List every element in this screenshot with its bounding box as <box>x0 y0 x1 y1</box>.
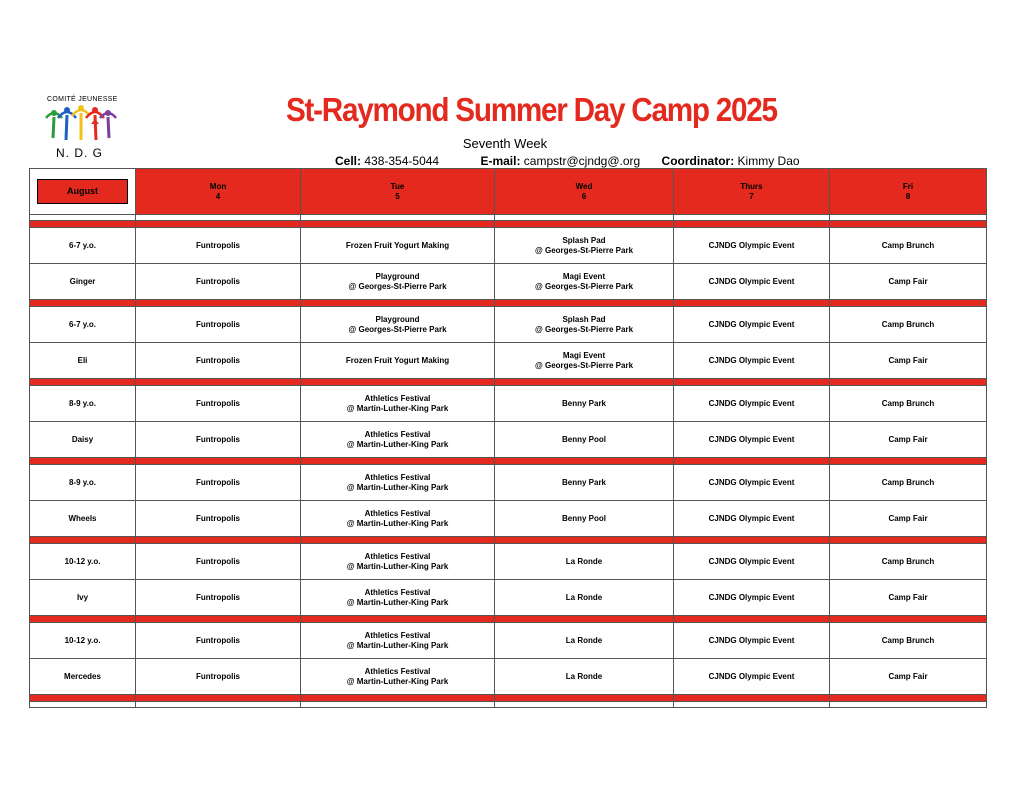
activity-line: Camp Brunch <box>881 398 935 408</box>
activity-line: CJNDG Olympic Event <box>708 513 795 523</box>
page-title: St-Raymond Summer Day Camp 2025 <box>286 91 777 128</box>
activity-line: Magi Event <box>562 350 606 360</box>
activity-line: @ Martin-Luther-King Park <box>346 676 449 686</box>
activity-line: @ Martin-Luther-King Park <box>346 640 449 650</box>
age-group-label: 10-12 y.o. <box>30 623 136 659</box>
activity-line: CJNDG Olympic Event <box>708 477 795 487</box>
activity-line: CJNDG Olympic Event <box>708 671 795 681</box>
activity-line: Funtropolis <box>196 240 240 250</box>
activity-line: CJNDG Olympic Event <box>708 398 795 408</box>
activity-line: @ Georges-St-Pierre Park <box>534 245 634 255</box>
activity-cell <box>301 386 495 422</box>
age-group-label: 6-7 y.o. <box>30 307 136 343</box>
group-divider <box>30 379 987 386</box>
activity-cell <box>136 465 301 501</box>
activity-cell <box>830 422 987 458</box>
activity-line: Athletics Festival <box>364 630 431 640</box>
counselor-name: Mercedes <box>30 659 136 695</box>
counselor-name: Wheels <box>30 501 136 537</box>
activity-cell <box>830 659 987 695</box>
header-row <box>30 169 987 215</box>
activity-line: Camp Brunch <box>881 635 935 645</box>
activity-line: Funtropolis <box>196 434 240 444</box>
activity-line: CJNDG Olympic Event <box>708 276 795 286</box>
activity-line: CJNDG Olympic Event <box>708 355 795 365</box>
activity-cell <box>136 307 301 343</box>
activity-line: Athletics Festival <box>364 666 431 676</box>
activity-cell <box>301 307 495 343</box>
activity-line: Athletics Festival <box>364 551 431 561</box>
activity-line: @ Martin-Luther-King Park <box>346 403 449 413</box>
activity-cell <box>674 422 830 458</box>
activity-cell <box>495 659 674 695</box>
table-row <box>30 580 987 616</box>
activity-cell <box>136 544 301 580</box>
activity-cell <box>301 580 495 616</box>
activity-cell <box>301 623 495 659</box>
activity-line: Athletics Festival <box>364 472 431 482</box>
day-date: 5 <box>395 191 400 201</box>
activity-line: La Ronde <box>565 556 603 566</box>
activity-cell <box>136 386 301 422</box>
activity-line: Camp Fair <box>888 276 928 286</box>
activity-cell <box>495 544 674 580</box>
activity-line: Funtropolis <box>196 398 240 408</box>
activity-line: @ Martin-Luther-King Park <box>346 439 449 449</box>
activity-cell <box>830 465 987 501</box>
day-name: Fri <box>902 181 914 191</box>
activity-cell <box>495 501 674 537</box>
activity-cell <box>830 343 987 379</box>
activity-line: CJNDG Olympic Event <box>708 556 795 566</box>
activity-cell <box>830 544 987 580</box>
activity-cell <box>136 623 301 659</box>
activity-cell <box>674 264 830 300</box>
activity-line: @ Georges-St-Pierre Park <box>534 360 634 370</box>
activity-cell <box>674 386 830 422</box>
table-row <box>30 659 987 695</box>
day-date: 6 <box>581 191 587 201</box>
group-divider <box>30 537 987 544</box>
activity-cell <box>830 580 987 616</box>
activity-line: Benny Park <box>561 398 607 408</box>
day-name: Mon <box>209 181 227 191</box>
table-row <box>30 422 987 458</box>
day-name: Tue <box>390 181 405 191</box>
activity-cell <box>830 501 987 537</box>
activity-cell <box>674 659 830 695</box>
activity-line: Camp Brunch <box>881 319 935 329</box>
activity-cell <box>830 264 987 300</box>
activity-line: @ Georges-St-Pierre Park <box>534 324 634 334</box>
table-row <box>30 228 987 264</box>
activity-line: La Ronde <box>565 592 603 602</box>
activity-line: Benny Pool <box>561 434 606 444</box>
day-header-mon <box>136 169 301 215</box>
activity-line: CJNDG Olympic Event <box>708 434 795 444</box>
table-row <box>30 386 987 422</box>
cell-value: 438-354-5044 <box>364 154 440 168</box>
activity-cell <box>301 228 495 264</box>
activity-line: Funtropolis <box>196 276 240 286</box>
activity-cell <box>301 465 495 501</box>
activity-line: Camp Brunch <box>881 477 935 487</box>
day-date: 4 <box>215 191 221 201</box>
day-header-fri <box>830 169 987 215</box>
table-row <box>30 307 987 343</box>
counselor-name: Daisy <box>30 422 136 458</box>
activity-line: @ Martin-Luther-King Park <box>346 597 449 607</box>
activity-line: Camp Fair <box>888 434 928 444</box>
activity-cell <box>674 501 830 537</box>
activity-line: @ Georges-St-Pierre Park <box>348 324 447 334</box>
age-group-label: 10-12 y.o. <box>30 544 136 580</box>
activity-line: Frozen Fruit Yogurt Making <box>345 355 450 365</box>
activity-line: Athletics Festival <box>364 429 431 439</box>
activity-cell <box>495 623 674 659</box>
activity-cell <box>674 623 830 659</box>
week-subtitle: Seventh Week <box>462 136 548 151</box>
day-date: 7 <box>749 191 754 201</box>
activity-line: Splash Pad <box>562 235 606 245</box>
logo-top-text: COMITÉ JEUNESSE <box>47 96 118 103</box>
activity-line: Playground <box>375 314 420 324</box>
age-group-label: 6-7 y.o. <box>30 228 136 264</box>
activity-line: Funtropolis <box>196 556 240 566</box>
activity-line: Athletics Festival <box>364 393 431 403</box>
activity-line: Camp Fair <box>888 513 928 523</box>
activity-line: Funtropolis <box>196 671 240 681</box>
activity-line: Funtropolis <box>196 319 240 329</box>
activity-cell <box>495 264 674 300</box>
counselor-name: Ginger <box>30 264 136 300</box>
activity-cell <box>301 659 495 695</box>
activity-cell <box>830 228 987 264</box>
activity-cell <box>674 307 830 343</box>
activity-line: Funtropolis <box>196 592 240 602</box>
day-header-tue <box>301 169 495 215</box>
activity-cell <box>136 422 301 458</box>
day-name: Thurs <box>740 181 763 191</box>
activity-line: Camp Brunch <box>881 240 935 250</box>
activity-line: @ Martin-Luther-King Park <box>346 482 449 492</box>
activity-cell <box>136 343 301 379</box>
schedule-table <box>29 168 987 708</box>
activity-cell <box>301 501 495 537</box>
age-group-label: 8-9 y.o. <box>30 465 136 501</box>
activity-line: @ Georges-St-Pierre Park <box>534 281 634 291</box>
activity-line: CJNDG Olympic Event <box>708 635 795 645</box>
activity-cell <box>301 343 495 379</box>
activity-cell <box>674 228 830 264</box>
day-header-thurs <box>674 169 830 215</box>
activity-line: Camp Fair <box>888 592 928 602</box>
activity-cell <box>674 580 830 616</box>
activity-line: Benny Park <box>561 477 607 487</box>
activity-cell <box>830 386 987 422</box>
activity-cell <box>136 228 301 264</box>
activity-cell <box>674 544 830 580</box>
activity-cell <box>301 544 495 580</box>
activity-cell <box>301 422 495 458</box>
activity-line: Camp Brunch <box>881 556 935 566</box>
activity-line: @ Georges-St-Pierre Park <box>348 281 447 291</box>
age-group-label: 8-9 y.o. <box>30 386 136 422</box>
month-cell <box>30 169 136 215</box>
activity-line: Frozen Fruit Yogurt Making <box>345 240 450 250</box>
spacer-row <box>30 702 987 708</box>
group-divider <box>30 616 987 623</box>
activity-line: Benny Pool <box>561 513 606 523</box>
activity-line: Funtropolis <box>196 513 240 523</box>
activity-cell <box>495 386 674 422</box>
activity-line: Funtropolis <box>196 477 240 487</box>
activity-cell <box>495 465 674 501</box>
activity-cell <box>674 343 830 379</box>
group-divider <box>30 458 987 465</box>
activity-line: Funtropolis <box>196 635 240 645</box>
logo-bottom-text: N. D. G <box>56 146 104 160</box>
counselor-name: Ivy <box>30 580 136 616</box>
activity-line: Camp Fair <box>888 671 928 681</box>
activity-line: CJNDG Olympic Event <box>708 319 795 329</box>
activity-line: Splash Pad <box>562 314 606 324</box>
email-value: campstr@cjndg@.org <box>523 154 641 168</box>
email-label: E-mail: <box>480 154 521 168</box>
activity-cell <box>495 307 674 343</box>
activity-cell <box>830 307 987 343</box>
activity-line: CJNDG Olympic Event <box>708 592 795 602</box>
day-name: Wed <box>575 181 593 191</box>
table-row <box>30 465 987 501</box>
activity-line: Funtropolis <box>196 355 240 365</box>
cell-label: Cell: <box>335 154 362 168</box>
activity-line: Magi Event <box>562 271 606 281</box>
activity-line: CJNDG Olympic Event <box>708 240 795 250</box>
activity-line: La Ronde <box>565 671 603 681</box>
activity-cell <box>674 465 830 501</box>
activity-cell <box>495 580 674 616</box>
activity-cell <box>495 228 674 264</box>
coordinator-value: Kimmy Dao <box>737 154 800 168</box>
table-row <box>30 623 987 659</box>
activity-line: Camp Fair <box>888 355 928 365</box>
activity-line: @ Martin-Luther-King Park <box>346 561 449 571</box>
day-date: 8 <box>905 191 911 201</box>
group-divider <box>30 221 987 228</box>
activity-line: Playground <box>375 271 420 281</box>
group-divider <box>30 300 987 307</box>
table-row <box>30 343 987 379</box>
activity-line: @ Martin-Luther-King Park <box>346 518 449 528</box>
contact-line <box>335 154 800 168</box>
activity-cell <box>136 501 301 537</box>
activity-cell <box>136 580 301 616</box>
activity-cell <box>495 343 674 379</box>
month-label: August <box>37 179 128 204</box>
activity-line: Athletics Festival <box>364 587 431 597</box>
activity-cell <box>136 264 301 300</box>
table-row <box>30 501 987 537</box>
table-row <box>30 264 987 300</box>
group-divider <box>30 695 987 702</box>
activity-line: La Ronde <box>565 635 603 645</box>
counselor-name: Eli <box>30 343 136 379</box>
activity-cell <box>830 623 987 659</box>
activity-line: Athletics Festival <box>364 508 431 518</box>
activity-cell <box>301 264 495 300</box>
coordinator-label: Coordinator: <box>661 154 735 168</box>
day-header-wed <box>495 169 674 215</box>
activity-cell <box>136 659 301 695</box>
activity-cell <box>495 422 674 458</box>
table-row <box>30 544 987 580</box>
